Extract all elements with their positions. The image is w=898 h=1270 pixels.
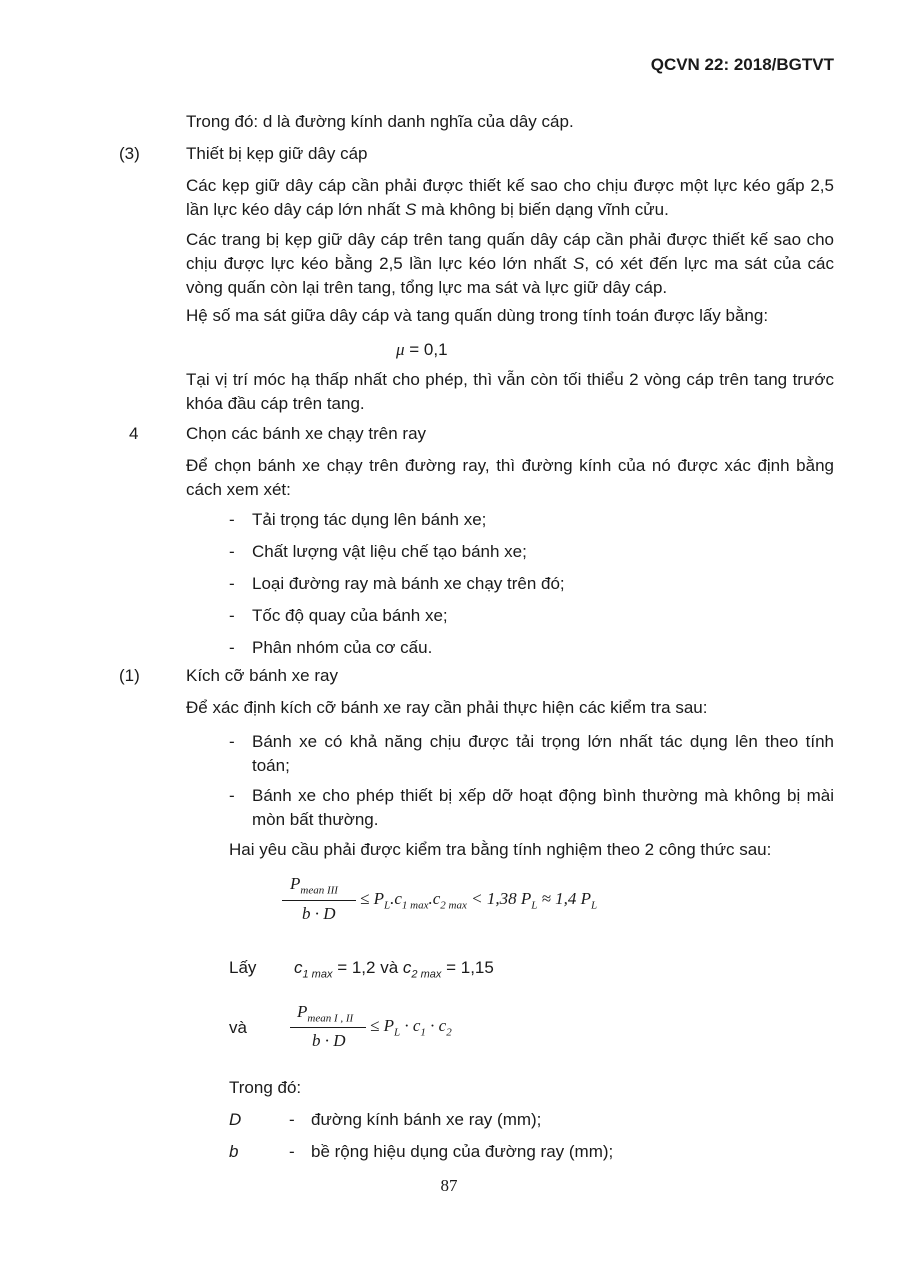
document-header: QCVN 22: 2018/BGTVT (650, 55, 834, 74)
list-item-check-1: Bánh xe có khả năng chịu được tải trọng lớn nhất tác dụng lên theo tính toán; (252, 732, 834, 775)
list-item-criterion: Tốc độ quay của bánh xe; (252, 606, 448, 625)
and-label: và (229, 1018, 247, 1037)
def-text-D: đường kính bánh xe ray (mm); (311, 1110, 542, 1129)
paragraph-two-formulas: Hai yêu cầu phải được kiểm tra bằng tính nghiệm theo 2 công thức sau: (229, 840, 772, 859)
formula-2 (290, 1000, 590, 1060)
formula-1-denominator: b · D (302, 904, 336, 923)
def-text-b: bề rộng hiệu dụng của đường ray (mm); (311, 1142, 614, 1161)
paragraph-friction: Hệ số ma sát giữa dây cáp và tang quấn dùng trong tính toán được lấy bằng: (186, 306, 769, 325)
formula-1-rhs: ≤ $P_L.c_{1 max}.c_{2 max} < 1,38$ $P_L \approx 1,4$ $P_L$ (360, 889, 598, 912)
list-dash: - (229, 638, 235, 657)
list-item-criterion: Chất lượng vật liệu chế tạo bánh xe; (252, 542, 527, 561)
list-dash: - (229, 542, 235, 561)
list-dash: - (229, 732, 235, 751)
list-item-criterion: Loại đường ray mà bánh xe chạy trên đó; (252, 574, 565, 593)
fraction-bar (282, 900, 356, 901)
section-number-1: (1) (119, 666, 140, 685)
paragraph-wheel-selection: Để chọn bánh xe chạy trên đường ray, thì đường kính của nó được xác định bằng cách xem xét: (186, 456, 834, 499)
section-title-4: Chọn các bánh xe chạy trên ray (186, 424, 427, 443)
list-item-criterion: Tải trọng tác dụng lên bánh xe; (252, 510, 487, 529)
paragraph-min-turns: Tại vị trí móc hạ thấp nhất cho phép, thì vẫn còn tối thiểu 2 vòng cáp trên tang trước khóa đầu cáp trên tang. (186, 370, 834, 413)
coefficient-values: $c_{1 max} = 1,2$ và $c_{2 max} = 1,15$ (294, 958, 494, 981)
formula-2-rhs: ≤ $P_L \cdot c_1 \cdot c_2$ (370, 1016, 452, 1039)
paragraph-size-checks: Để xác định kích cỡ bánh xe ray cần phải thực hiện các kiểm tra sau: (186, 698, 708, 717)
fraction-bar (290, 1027, 366, 1028)
list-dash: - (229, 606, 235, 625)
section-number-4: 4 (129, 424, 139, 443)
formula-2-denominator: b · D (312, 1031, 346, 1050)
def-dash: - (289, 1142, 295, 1161)
formula-2-numerator: $P_{mean I , II}$ (297, 1002, 354, 1025)
friction-formula: μ = 0,1 (396, 340, 448, 359)
paragraph-clamp-force: Các kẹp giữ dây cáp cần phải được thiết kế sao cho chịu được một lực kéo gấp 2,5 lần lực kéo dây cáp lớn nhất S mà không bị biến dạng vĩnh cửu. (186, 176, 834, 219)
def-symbol-b: b (229, 1142, 239, 1161)
def-symbol-D: D (229, 1110, 242, 1129)
where-label: Trong đó: (229, 1078, 302, 1097)
list-dash: - (229, 786, 235, 805)
list-item-check-2: Bánh xe cho phép thiết bị xếp dỡ hoạt động bình thường mà không bị mài mòn bất thường. (252, 786, 834, 829)
section-title-1: Kích cỡ bánh xe ray (186, 666, 338, 685)
section-number-3: (3) (119, 144, 140, 163)
page-number: 87 (440, 1176, 458, 1195)
paragraph-drum-clamp: Các trang bị kẹp giữ dây cáp trên tang quấn dây cáp cần phải được thiết kế sao cho chịu được lực kéo bằng 2,5 lần lực kéo lớn nhất S, có xét đến lực ma sát của các vòng quấn còn lại trên tang, tổng lực ma sát và lực giữ dây cáp. (186, 230, 834, 297)
formula-1 (282, 872, 882, 932)
take-label: Lấy (229, 958, 257, 977)
list-dash: - (229, 574, 235, 593)
list-item-criterion: Phân nhóm của cơ cấu. (252, 638, 433, 657)
def-dash: - (289, 1110, 295, 1129)
where-d-line: Trong đó: d là đường kính danh nghĩa của dây cáp. (186, 112, 574, 131)
section-title-3: Thiết bị kẹp giữ dây cáp (186, 144, 368, 163)
formula-1-numerator: $P_{mean III}$ (290, 874, 338, 897)
list-dash: - (229, 510, 235, 529)
